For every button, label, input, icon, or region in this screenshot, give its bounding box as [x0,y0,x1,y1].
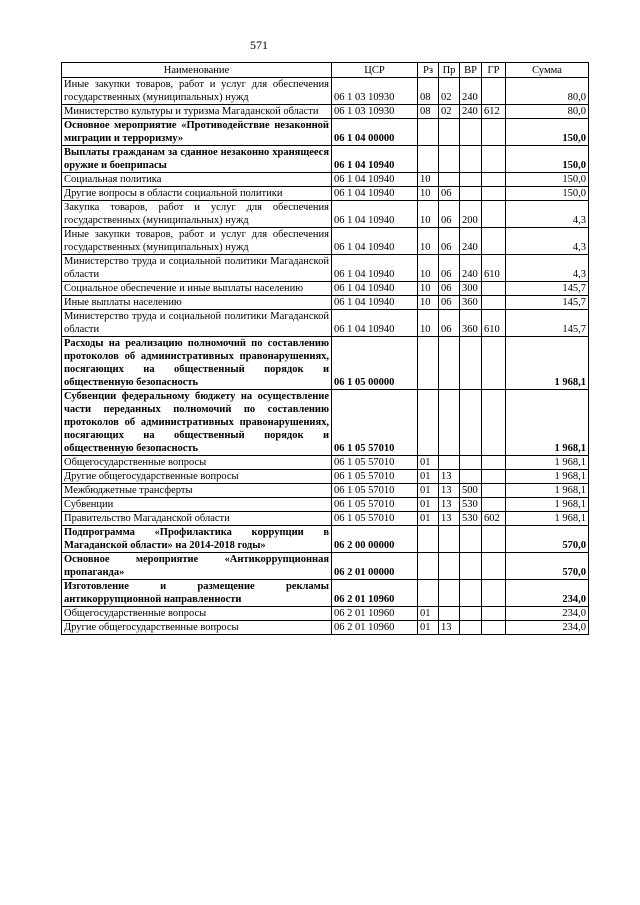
table-row [62,470,589,484]
row-gr [482,187,506,201]
row-name: Правительство Магаданской области [62,512,332,526]
row-rz [418,337,439,390]
row-sum: 234,0 [506,580,589,607]
row-sum: 150,0 [506,119,589,146]
row-pr [439,390,460,456]
row-vr: 240 [460,105,482,119]
row-rz: 01 [418,470,439,484]
row-name: Изготовление и размещение рекламы антикоррупционной направленности [62,580,332,607]
row-csr: 06 1 03 10930 [332,105,418,119]
row-gr [482,553,506,580]
row-rz: 10 [418,310,439,337]
row-sum: 234,0 [506,607,589,621]
header-pr: Пр [439,63,460,78]
table-row [62,553,589,580]
row-vr [460,621,482,635]
row-name: Социальная политика [62,173,332,187]
row-name: Другие общегосударственные вопросы [62,470,332,484]
table-row [62,201,589,228]
row-pr: 06 [439,228,460,255]
table-row [62,173,589,187]
row-sum: 150,0 [506,187,589,201]
row-vr [460,187,482,201]
row-gr [482,173,506,187]
row-name: Межбюджетные трансферты [62,484,332,498]
row-pr: 02 [439,78,460,105]
row-pr: 06 [439,187,460,201]
row-rz [418,553,439,580]
row-vr: 240 [460,228,482,255]
row-name: Субвенции федеральному бюджету на осуществление части переданных полномочий по составлению протоколов об административных правонарушениях, посягающих на общественный порядок и общественную безопасность [62,390,332,456]
row-sum: 570,0 [506,553,589,580]
row-rz [418,390,439,456]
row-vr: 240 [460,78,482,105]
row-csr: 06 1 04 00000 [332,119,418,146]
row-vr: 200 [460,201,482,228]
header-name: Наименование [62,63,332,78]
row-csr: 06 2 01 10960 [332,580,418,607]
row-name: Другие общегосударственные вопросы [62,621,332,635]
row-rz: 10 [418,173,439,187]
table-row [62,119,589,146]
row-name: Министерство труда и социальной политики Магаданской области [62,255,332,282]
table-row [62,512,589,526]
row-csr: 06 2 00 00000 [332,526,418,553]
row-gr: 612 [482,105,506,119]
table-row [62,187,589,201]
row-rz: 10 [418,228,439,255]
row-sum: 145,7 [506,310,589,337]
row-sum: 1 968,1 [506,484,589,498]
row-rz: 01 [418,512,439,526]
row-name: Общегосударственные вопросы [62,607,332,621]
table-row [62,456,589,470]
row-gr [482,146,506,173]
row-gr [482,621,506,635]
row-pr: 13 [439,484,460,498]
row-name: Подпрограмма «Профилактика коррупции в Магаданской области» на 2014-2018 годы» [62,526,332,553]
row-name: Иные закупки товаров, работ и услуг для обеспечения государственных (муниципальных) нужд [62,78,332,105]
row-csr: 06 1 04 10940 [332,255,418,282]
table-row [62,337,589,390]
row-csr: 06 1 04 10940 [332,296,418,310]
row-name: Расходы на реализацию полномочий по составлению протоколов об административных правонарушениях, посягающих на общественный порядок и общественную безопасность [62,337,332,390]
row-sum: 4,3 [506,255,589,282]
row-name: Общегосударственные вопросы [62,456,332,470]
row-rz: 10 [418,255,439,282]
row-sum: 1 968,1 [506,337,589,390]
row-gr: 602 [482,512,506,526]
budget-table [61,62,589,635]
row-pr [439,526,460,553]
table-row [62,498,589,512]
row-pr: 13 [439,621,460,635]
row-name: Основное мероприятие «Противодействие незаконной миграции и терроризму» [62,119,332,146]
row-vr [460,526,482,553]
row-name: Выплаты гражданам за сданное незаконно хранящееся оружие и боеприпасы [62,146,332,173]
row-pr: 06 [439,310,460,337]
row-gr [482,228,506,255]
row-csr: 06 1 05 57010 [332,484,418,498]
row-rz: 08 [418,105,439,119]
row-csr: 06 1 05 57010 [332,498,418,512]
row-vr: 530 [460,498,482,512]
row-name: Иные закупки товаров, работ и услуг для обеспечения государственных (муниципальных) нужд [62,228,332,255]
row-name: Министерство труда и социальной политики Магаданской области [62,310,332,337]
row-vr: 360 [460,296,482,310]
row-vr: 360 [460,310,482,337]
row-gr [482,580,506,607]
row-csr: 06 1 05 57010 [332,456,418,470]
row-name: Субвенции [62,498,332,512]
header-gr: ГР [482,63,506,78]
row-sum: 570,0 [506,526,589,553]
row-vr [460,337,482,390]
row-csr: 06 1 04 10940 [332,173,418,187]
row-sum: 1 968,1 [506,512,589,526]
row-sum: 80,0 [506,78,589,105]
row-vr [460,456,482,470]
table-row [62,390,589,456]
table-row [62,282,589,296]
row-gr [482,337,506,390]
row-pr: 13 [439,498,460,512]
row-rz: 01 [418,607,439,621]
row-sum: 1 968,1 [506,498,589,512]
row-pr: 06 [439,255,460,282]
row-gr: 610 [482,255,506,282]
row-csr: 06 1 04 10940 [332,187,418,201]
row-pr: 06 [439,296,460,310]
row-csr: 06 1 04 10940 [332,282,418,296]
row-gr [482,282,506,296]
table-row [62,105,589,119]
row-vr: 530 [460,512,482,526]
row-rz [418,146,439,173]
row-name: Иные выплаты населению [62,296,332,310]
table-row [62,296,589,310]
row-sum: 145,7 [506,282,589,296]
row-pr [439,146,460,173]
row-gr [482,390,506,456]
row-rz: 10 [418,187,439,201]
row-gr: 610 [482,310,506,337]
row-gr [482,296,506,310]
row-vr [460,470,482,484]
row-sum: 1 968,1 [506,456,589,470]
row-pr: 02 [439,105,460,119]
row-name: Министерство культуры и туризма Магаданской области [62,105,332,119]
row-rz [418,526,439,553]
row-vr [460,390,482,456]
row-sum: 1 968,1 [506,390,589,456]
row-pr [439,580,460,607]
row-vr [460,119,482,146]
page-number: 571 [250,38,268,52]
table-row [62,484,589,498]
row-pr [439,553,460,580]
row-gr [482,201,506,228]
row-gr [482,470,506,484]
table-row [62,78,589,105]
row-sum: 234,0 [506,621,589,635]
row-sum: 150,0 [506,173,589,187]
row-csr: 06 2 01 10960 [332,621,418,635]
row-rz: 01 [418,498,439,512]
row-rz [418,119,439,146]
row-pr [439,119,460,146]
row-csr: 06 1 05 57010 [332,390,418,456]
row-rz: 01 [418,621,439,635]
row-sum: 80,0 [506,105,589,119]
row-gr [482,484,506,498]
row-gr [482,119,506,146]
table-row [62,526,589,553]
row-gr [482,78,506,105]
table-row [62,228,589,255]
header-vr: ВР [460,63,482,78]
row-gr [482,498,506,512]
row-rz: 01 [418,484,439,498]
row-vr [460,146,482,173]
row-sum: 1 968,1 [506,470,589,484]
table-row [62,607,589,621]
table-header-row [62,63,589,78]
row-csr: 06 1 03 10930 [332,78,418,105]
row-pr [439,173,460,187]
row-rz: 10 [418,201,439,228]
row-vr: 500 [460,484,482,498]
row-csr: 06 1 05 00000 [332,337,418,390]
row-sum: 4,3 [506,228,589,255]
table-row [62,146,589,173]
table-row [62,580,589,607]
row-name: Основное мероприятие «Антикоррупционная пропаганда» [62,553,332,580]
row-pr [439,337,460,390]
row-rz: 10 [418,282,439,296]
row-pr: 06 [439,201,460,228]
row-name: Социальное обеспечение и иные выплаты населению [62,282,332,296]
row-csr: 06 1 05 57010 [332,470,418,484]
row-csr: 06 1 05 57010 [332,512,418,526]
row-vr [460,553,482,580]
table-row [62,310,589,337]
header-rz: Рз [418,63,439,78]
row-csr: 06 2 01 00000 [332,553,418,580]
row-rz: 10 [418,296,439,310]
header-sum: Сумма [506,63,589,78]
row-vr: 240 [460,255,482,282]
row-pr [439,607,460,621]
row-csr: 06 1 04 10940 [332,310,418,337]
row-pr [439,456,460,470]
row-vr: 300 [460,282,482,296]
row-name: Другие вопросы в области социальной политики [62,187,332,201]
row-csr: 06 1 04 10940 [332,146,418,173]
row-gr [482,456,506,470]
row-vr [460,607,482,621]
row-gr [482,607,506,621]
row-sum: 4,3 [506,201,589,228]
row-csr: 06 2 01 10960 [332,607,418,621]
row-csr: 06 1 04 10940 [332,228,418,255]
table-row [62,621,589,635]
row-pr: 13 [439,470,460,484]
table-row [62,255,589,282]
row-vr [460,580,482,607]
row-name: Закупка товаров, работ и услуг для обеспечения государственных (муниципальных) нужд [62,201,332,228]
row-rz: 08 [418,78,439,105]
row-csr: 06 1 04 10940 [332,201,418,228]
row-gr [482,526,506,553]
row-rz [418,580,439,607]
row-sum: 145,7 [506,296,589,310]
row-rz: 01 [418,456,439,470]
row-sum: 150,0 [506,146,589,173]
row-pr: 13 [439,512,460,526]
row-pr: 06 [439,282,460,296]
row-vr [460,173,482,187]
header-csr: ЦСР [332,63,418,78]
